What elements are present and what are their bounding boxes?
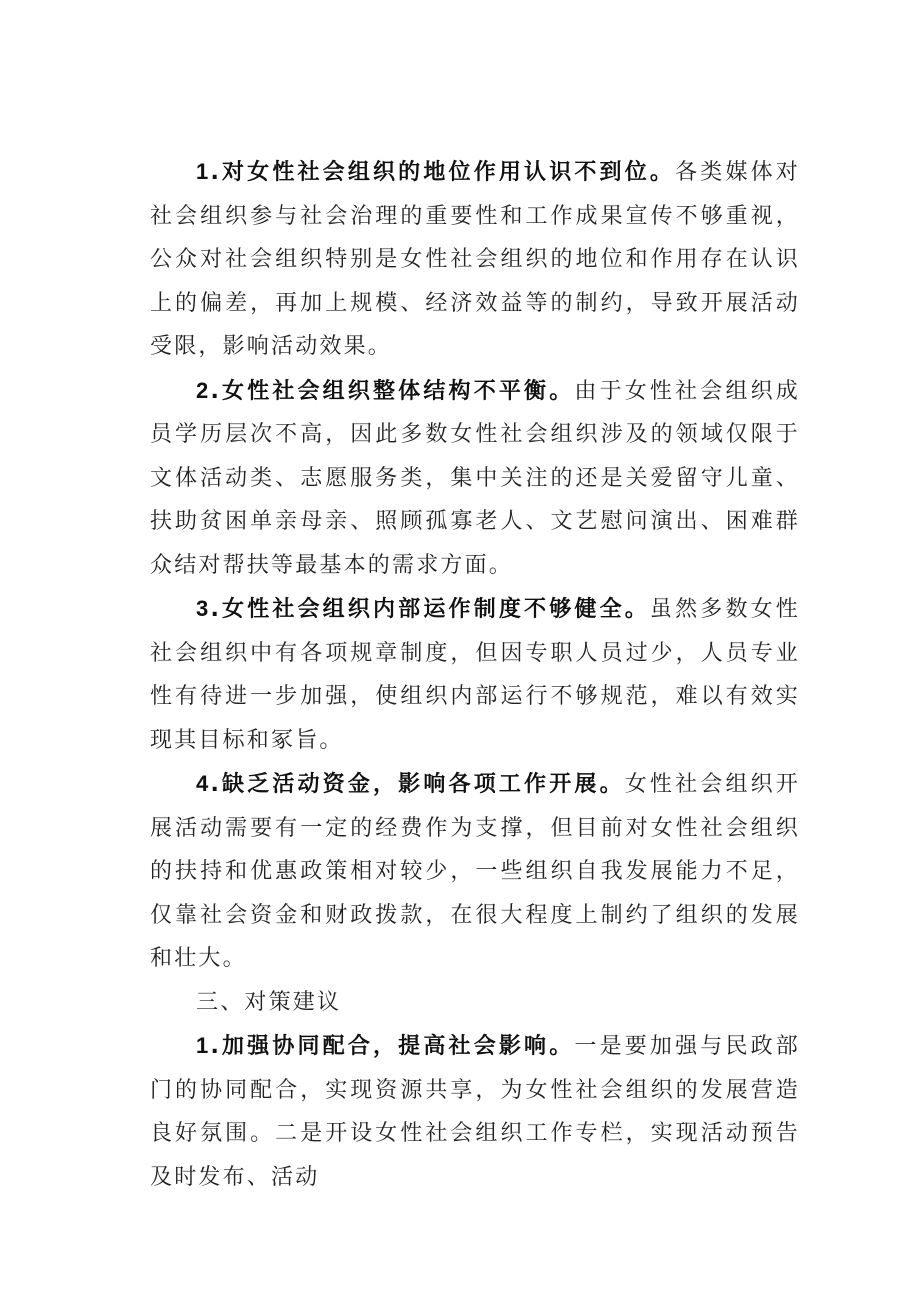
paragraph-3-lead xyxy=(196,597,650,622)
paragraph-1-lead xyxy=(196,160,675,185)
paragraph-2-lead xyxy=(196,379,574,404)
paragraph-4-lead-text: .缺乏活动资金，影响各项工作开展。 xyxy=(210,772,625,797)
paragraph-1-number: 1 xyxy=(196,159,211,184)
section-heading: 三、对策建议 xyxy=(196,989,342,1015)
paragraph-final-lead xyxy=(196,1034,574,1059)
paragraph-1-body: 各类媒体对社会组织参与社会治理的重要性和工作成果宣传不够重视，公众对社会组织特别是女性社会组织的地位和作用存在认识上的偏差，再加上规模、经济效益等的制约，导致开展活动受限，影响活动效果。 xyxy=(150,160,800,359)
paragraph-final-lead-text: .加强协同配合，提高社会影响。 xyxy=(210,1034,575,1059)
paragraph-3 xyxy=(150,587,800,762)
paragraph-final-number: 1 xyxy=(196,1033,211,1058)
paragraph-2-lead-text: .女性社会组织整体结构不平衡。 xyxy=(210,378,575,404)
paragraph-2-body: 由于女性社会组织成员学历层次不高，因此多数女性社会组织涉及的领域仅限于文体活动类、志愿服务类，集中关注的还是关爱留守儿童、扶助贫困单亲母亲、照顾孤寡老人、文艺慰问演出、困难群众结对帮扶等最基本的需求方面。 xyxy=(150,378,800,578)
paragraph-4-number: 4 xyxy=(196,771,211,796)
paragraph-4-body: 女性社会组织开展活动需要有一定的经费作为支撑，但目前对女性社会组织的扶持和优惠政策相对较少，一些组织自我发展能力不足，仅靠社会资金和财政拨款，在很大程度上制约了组织的发展和壮大。 xyxy=(150,772,800,971)
paragraph-2 xyxy=(150,369,800,588)
paragraph-1 xyxy=(150,150,800,369)
paragraph-final xyxy=(150,1024,800,1199)
paragraph-final-body: 一是要加强与民政部门的协同配合，实现资源共享，为女性社会组织的发展营造良好氛围。二是开设女性社会组织工作专栏，实现活动预告及时发布、活动 xyxy=(150,1034,800,1190)
paragraph-3-number: 3 xyxy=(196,596,211,621)
paragraph-2-number: 2 xyxy=(196,377,211,403)
document-body xyxy=(150,150,800,1199)
paragraph-4-lead xyxy=(196,772,625,797)
paragraph-3-body: 虽然多数女性社会组织中有各项规章制度，但因专职人员过少，人员专业性有待进一步加强，使组织内部运行不够规范，难以有效实现其目标和冢旨。 xyxy=(150,597,800,753)
paragraph-3-lead-text: .女性社会组织内部运作制度不够健全。 xyxy=(210,597,650,622)
paragraph-4 xyxy=(150,762,800,981)
paragraph-1-lead-text: .对女性社会组织的地位作用认识不到位。 xyxy=(210,160,676,185)
